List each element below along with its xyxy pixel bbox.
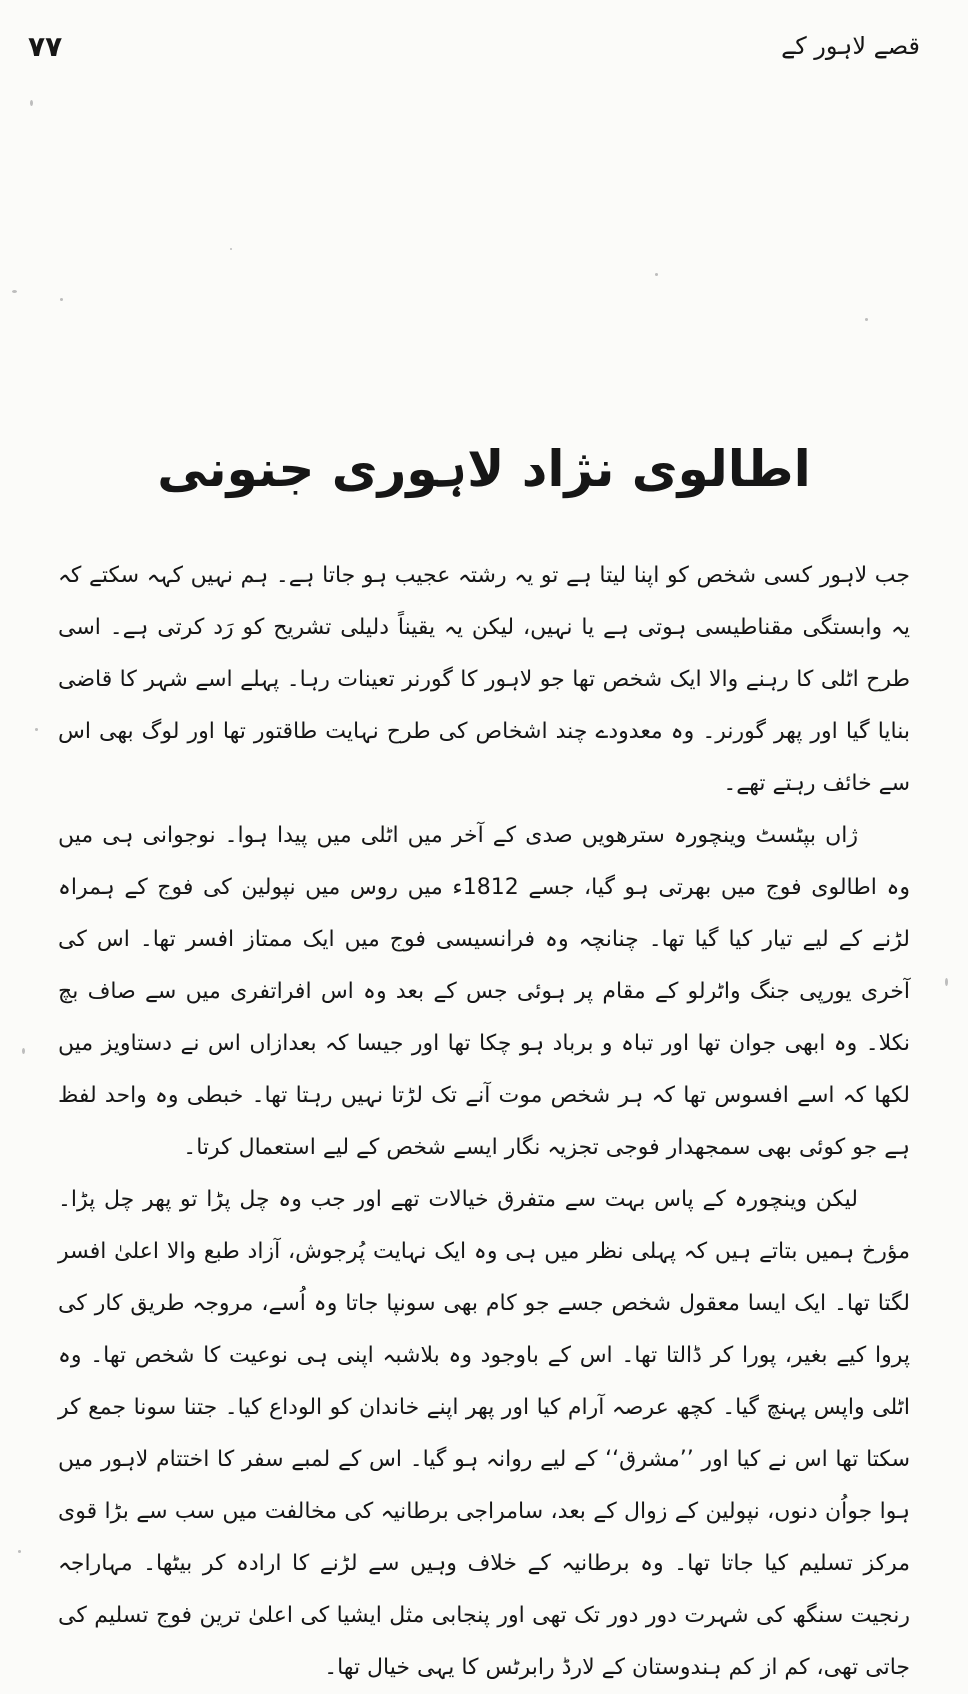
scan-speck [60,298,63,301]
chapter-title: اطالوی نژاد لاہوری جنونی [157,439,811,498]
page-number: ۷۷ [28,30,63,63]
scan-speck [35,728,38,731]
scan-speck [18,1550,21,1553]
scan-speck [945,978,948,986]
scan-speck [655,273,658,276]
scan-speck [12,290,17,293]
running-header: قصے لاہور کے [781,32,920,60]
scan-speck [30,100,33,106]
scan-speck [865,318,868,321]
paragraph: جب لاہور کسی شخص کو اپنا لیتا ہے تو یہ رشتہ عجیب ہو جاتا ہے۔ ہم نہیں کہہ سکتے کہ یہ وابستگی مقناطیسی ہوتی ہے یا نہیں، لیکن یہ یقیناً دلیلی تشریح کو رَد کرتی ہے۔ اسی طرح اٹلی کا رہنے والا ایک شخص تھا جو لاہور کا گورنر تعینات رہا۔ پہلے اسے شہر کا قاضی بنایا گیا اور پھر گورنر۔ وہ معدودے چند اشخاص کی طرح نہایت طاقتور تھا اور لوگ بھی اس سے خائف رہتے تھے۔ [58,563,910,796]
scan-speck [22,1048,25,1054]
scan-speck [230,248,232,250]
paragraph: ژاں بپٹسٹ وینچورہ سترھویں صدی کے آخر میں اٹلی میں پیدا ہوا۔ نوجوانی ہی میں وہ اطالوی فوج میں بھرتی ہو گیا، جسے 1812ء میں روس میں نپولین کی فوج کے ہمراہ لڑنے کے لیے تیار کیا گیا تھا۔ چنانچہ وہ فرانسیسی فوج میں ایک ممتاز افسر تھا۔ اس کی آخری یورپی جنگ واٹرلو کے مقام پر ہوئی جس کے بعد وہ اس افراتفری میں سے صاف بچ نکلا۔ وہ ابھی جوان تھا اور تباہ و برباد ہو چکا تھا اور جیسا کہ بعدازاں اس نے دستاویز میں لکھا کہ اسے افسوس تھا کہ ہر شخص موت آنے تک لڑتا نہیں رہتا تھا۔ خبطی وہ واحد لفظ ہے جو کوئی بھی سمجھدار فوجی تجزیہ نگار ایسے شخص کے لیے استعمال کرتا۔ [58,823,910,1160]
body-text [58,550,910,1680]
paragraph: لیکن وینچورہ کے پاس بہت سے متفرق خیالات تھے اور جب وہ چل پڑا تو پھر چل پڑا۔ مؤرخ ہمیں بتاتے ہیں کہ پہلی نظر میں ہی وہ ایک نہایت پُرجوش، آزاد طبع والا اعلیٰ افسر لگتا تھا۔ ایک ایسا معقول شخص جسے جو کام بھی سونپا جاتا وہ اُسے، مروجہ طریق کار کی پروا کیے بغیر، پورا کر ڈالتا تھا۔ اس کے باوجود وہ بلاشبہ اپنی ہی نوعیت کا شخص تھا۔ وہ اٹلی واپس پہنچ گیا۔ کچھ عرصہ آرام کیا اور پھر اپنے خاندان کو الوداع کیا۔ جتنا سونا جمع کر سکتا تھا اس نے کیا اور ’’مشرق‘‘ کے لیے روانہ ہو گیا۔ اس کے لمبے سفر کا اختتام لاہور میں ہوا جواُن دنوں، نپولین کے زوال کے بعد، سامراجی برطانیہ کی مخالفت میں سب سے بڑا قوی مرکز تسلیم کیا جاتا تھا۔ وہ برطانیہ کے خلاف وہیں سے لڑنے کا ارادہ کر بیٹھا۔ مہاراجہ رنجیت سنگھ کی شہرت دور دور تک تھی اور پنجابی مثل ایشیا کی اعلیٰ ترین فوج تسلیم کی جاتی تھی، کم از کم ہندوستان کے لارڈ رابرٹس کا یہی خیال تھا۔ [58,1187,910,1680]
